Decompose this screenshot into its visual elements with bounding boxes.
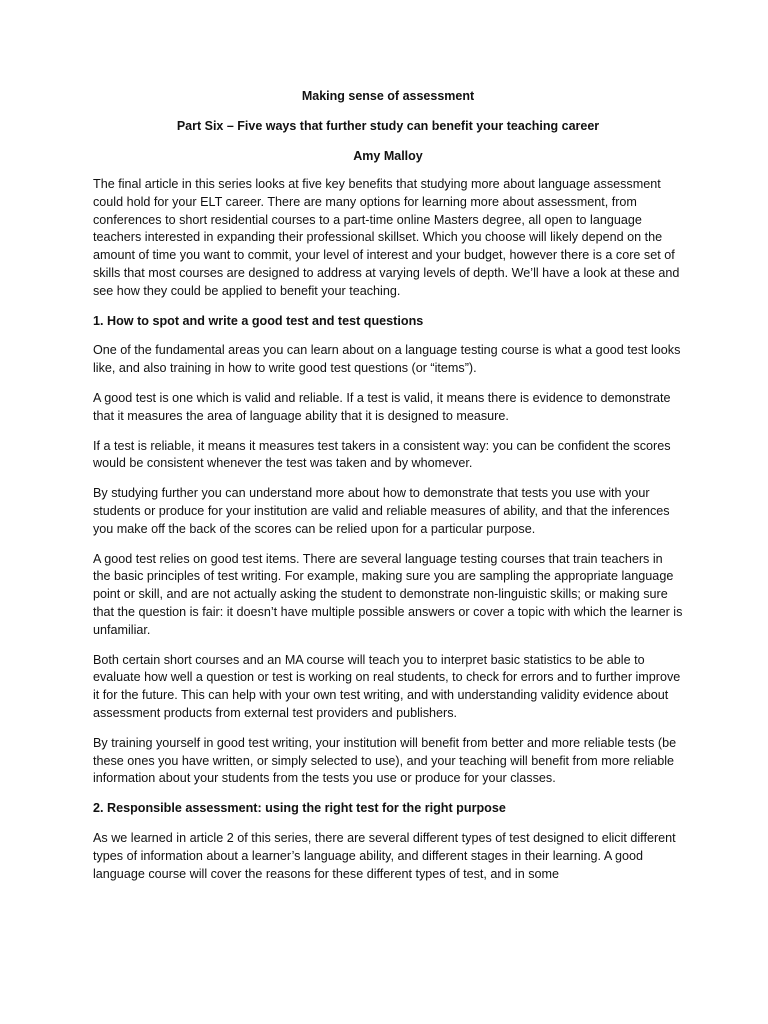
section-heading-2: 2. Responsible assessment: using the right test for the right purpose	[93, 801, 506, 816]
document-body	[93, 88, 683, 895]
paragraph-1: One of the fundamental areas you can learn about on a language testing course is what a good test looks like, and also training in how to write good test questions (or “items”).	[93, 343, 681, 376]
paragraph-4: By studying further you can understand more about how to demonstrate that tests you use with your students or produce for your institution are valid and reliable measures of ability, and that the inferences you make off the back of the scores can be relied upon for a particular purpose.	[93, 486, 670, 536]
intro-paragraph: The final article in this series looks at five key benefits that studying more about language assessment could hold for your ELT career. There are many options for learning more about assessment, from conferences to short residential courses to a part-time online Masters degree, all open to language teachers interested in expanding their professional skillset. Which you choose will likely depend on the amount of time you want to commit, your level of interest and your budget, however there is a core set of skills that most courses are designed to address at varying levels of depth. We’ll have a look at these and see how they could be applied to benefit your teaching.	[93, 177, 680, 298]
document-title: Making sense of assessment	[301, 89, 475, 103]
paragraph-3: If a test is reliable, it means it measures test takers in a consistent way: you can be confident the scores would be consistent whenever the test was taken and by whomever.	[93, 438, 671, 471]
paragraph-8: As we learned in article 2 of this series, there are several different types of test designed to elicit different types of information about a learner’s language ability, and different stages in their learning. A good language course will cover the reasons for these different types of test, and in some	[93, 830, 676, 881]
paragraph-6: Both certain short courses and an MA course will teach you to interpret basic statistics to be able to evaluate how well a question or test is working on real students, to check for errors and to further improve it for the future. This can help with your own test writing, and with understanding validity evidence about assessment products from external test providers and publishers.	[93, 652, 681, 720]
document-author: Amy Malloy	[353, 149, 423, 163]
paragraph-5: A good test relies on good test items. There are several language testing courses that train teachers in the basic principles of test writing. For example, making sure you are sampling the appropriate language point or skill, and are not actually asking the student to demonstrate non-linguistic skills; or making sure that the question is fair: it doesn’t have multiple possible answers or cover a topic with which the learner is unfamiliar.	[93, 551, 683, 637]
paragraph-2: A good test is one which is valid and reliable. If a test is valid, it means there is evidence to demonstrate that it measures the area of language ability that it is designed to measure.	[93, 390, 671, 423]
document-subtitle: Part Six – Five ways that further study can benefit your teaching career	[176, 119, 600, 133]
section-heading-1: 1. How to spot and write a good test and test questions	[93, 313, 424, 328]
paragraph-7: By training yourself in good test writing, your institution will benefit from better and more reliable tests (be these ones you have written, or simply selected to use), and your teaching will benefit from more reliable information about your students from the tests you use or produce for your classes.	[93, 735, 677, 786]
